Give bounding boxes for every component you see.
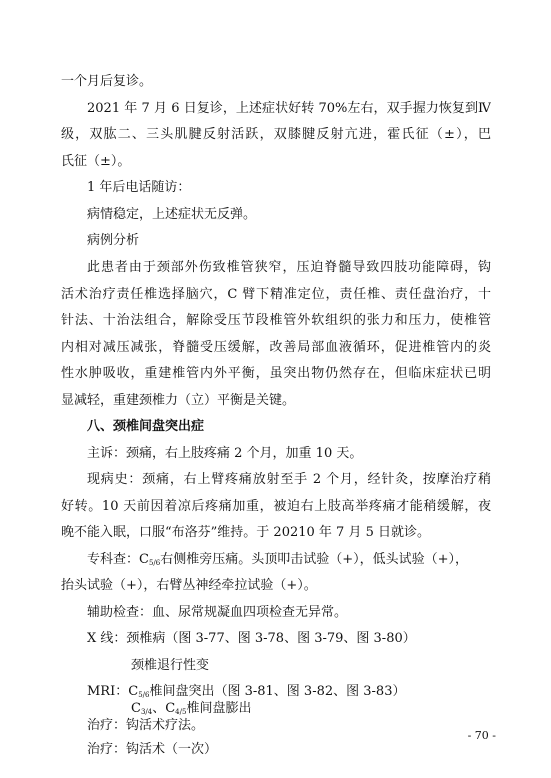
paragraph-line: 氏征（±）。	[61, 154, 131, 169]
text-span: 右侧椎旁压痛。头顶叩击试验（+），低头试验（+），	[160, 552, 469, 567]
paragraph-line: 2021 年 7 月 6 日复诊，上述症状好转 70%左右，双手握力恢复到Ⅳ	[87, 101, 491, 116]
paragraph-line: 颈椎退行性变	[131, 658, 210, 673]
text-span: 椎间盘突出（图 3-81、图 3-82、图 3-83）	[149, 684, 406, 699]
paragraph-line: 现病史：颈痛，右上臂疼痛放射至手 2 个月，经针灸，按摩治疗稍	[87, 472, 491, 487]
paragraph-line: 活术治疗责任椎选择脑穴，C 臂下精准定位，责任椎、责任盘治疗，十	[61, 287, 491, 302]
vertebra-subscript: 4/5	[175, 708, 187, 716]
page-number: - 70 -	[467, 729, 496, 742]
paragraph-line: 1 年后电话随访：	[87, 180, 191, 195]
paragraph-line: 治疗：钩活术（一次）	[87, 742, 218, 757]
paragraph-line: 主诉：颈痛，右上肢疼痛 2 个月，加重 10 天。	[87, 446, 363, 461]
text-span: C	[131, 701, 141, 716]
paragraph-line: 内相对减压减张，脊髓受压缓解，改善局部血液循环，促进椎管内的炎	[61, 340, 491, 355]
paragraph-line: X 线：颈椎病（图 3-77、图 3-78、图 3-79、图 3-80）	[87, 631, 416, 646]
paragraph-line: 晚不能入眠，口服“布洛芬”维持。于 20210 年 7 月 5 日就诊。	[61, 525, 430, 540]
paragraph-line: 抬头试验（+），右臂丛神经牵拉试验（+）。	[61, 578, 317, 593]
text-span: MRI：C	[87, 684, 139, 699]
vertebra-subscript: 5/6	[138, 691, 150, 699]
paragraph-line: 级，双肱二、三头肌腱反射活跃，双膝腱反射亢进，霍氏征（±），巴	[61, 127, 491, 142]
section-subtitle: 病例分析	[87, 233, 140, 248]
vertebra-subscript: 3/4	[140, 708, 153, 716]
paragraph-line: 显减轻，重建颈椎力（立）平衡是关键。	[61, 393, 296, 408]
paragraph-line	[87, 551, 468, 572]
text-span: 、C	[152, 701, 176, 716]
paragraph-line: 一个月后复诊。	[61, 74, 153, 89]
vertebra-subscript: 5/6	[148, 559, 161, 567]
section-heading: 八、颈椎间盘突出症	[87, 419, 205, 434]
paragraph-line: 病情稳定，上述症状无反弹。	[87, 207, 257, 222]
text-span: 椎间盘膨出	[186, 701, 252, 716]
paragraph-line: 治疗：钩活术疗法。	[87, 718, 205, 733]
text-span: 专科查：C	[87, 552, 149, 567]
paragraph-line: 针法、十治法组合，解除受压节段椎管外软组织的张力和压力，使椎管	[61, 313, 491, 328]
paragraph-line: 辅助检查：血、尿常规凝血四项检查无异常。	[87, 605, 348, 620]
paragraph-line: 好转。10 天前因着凉后疼痛加重，被迫右上肢高举疼痛才能稍缓解，夜	[61, 499, 491, 514]
paragraph-line: 性水肿吸收，重建椎管内外平衡，虽突出物仍然存在，但临床症状已明	[61, 366, 491, 381]
paragraph-line: 此患者由于颈部外伤致椎管狭窄，压迫脊髓导致四肢功能障碍，钩	[87, 260, 491, 275]
